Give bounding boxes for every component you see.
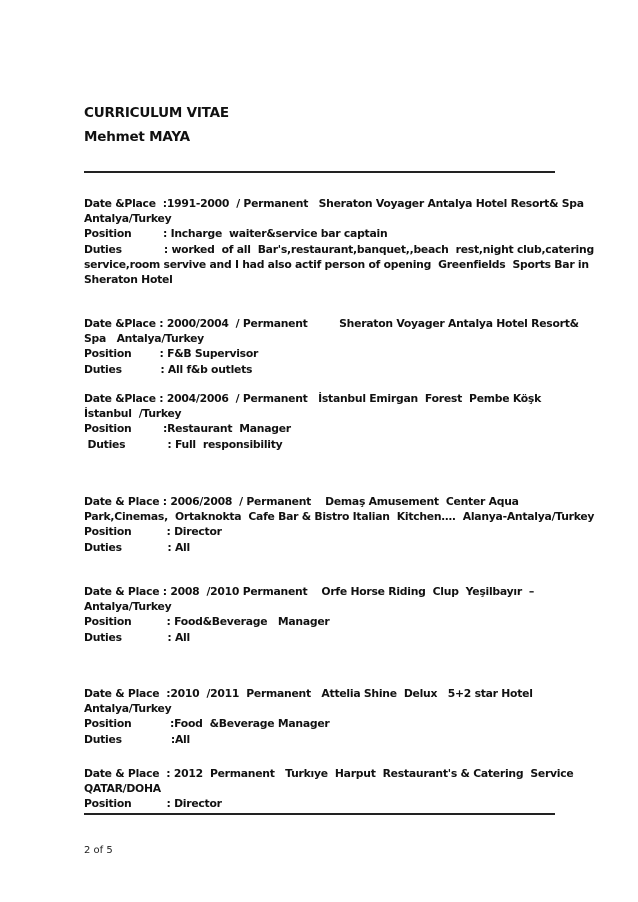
person-name: Mehmet MAYA	[84, 129, 190, 145]
entry-line: Antalya/Turkey	[84, 702, 172, 716]
entry-line: Position : Incharge waiter&service bar captain	[84, 227, 388, 241]
document-title: CURRICULUM VITAE	[84, 105, 229, 121]
page-number: 2 of 5	[84, 845, 113, 856]
entry-line: Sheraton Hotel	[84, 273, 173, 287]
bottom-divider	[84, 813, 555, 815]
entry-line: Position : F&B Supervisor	[84, 347, 259, 361]
job-entry-5	[84, 584, 546, 645]
job-entry-1	[84, 196, 594, 287]
entry-line: Antalya/Turkey	[84, 600, 172, 614]
entry-line: Duties : All	[84, 630, 190, 644]
entry-line: Date & Place :2010 /2011 Permanent Attelia Shine Delux 5+2 star Hotel	[84, 687, 533, 700]
entry-line: service,room servive and I had also actif person of opening Greenfields Sports Bar in	[84, 257, 589, 271]
entry-line: Duties :All	[84, 732, 190, 746]
entry-line: Date &Place : 2004/2006 / Permanent İstanbul Emirgan Forest Pembe Köşk	[84, 392, 542, 405]
entry-line: Position :Food &Beverage Manager	[84, 717, 330, 731]
entry-line: Date & Place : 2006/2008 / Permanent Demaş Amusement Center Aqua	[84, 495, 519, 508]
entry-line: Date & Place : 2008 /2010 Permanent Orfe Horse Riding Clup Yeşilbayır –	[84, 585, 535, 598]
entry-line: QATAR/DOHA	[84, 782, 161, 796]
entry-line: Position : Director	[84, 525, 222, 539]
entry-line: Duties : All f&b outlets	[84, 362, 253, 376]
entry-line: Duties : worked of all Bar's,restaurant,banquet,,beach rest,night club,catering	[84, 242, 594, 256]
entry-line: Position : Food&Beverage Manager	[84, 615, 330, 629]
entry-line: Duties : Full responsibility	[84, 437, 283, 451]
entry-line: Position :Restaurant Manager	[84, 422, 291, 436]
job-entry-6	[84, 686, 546, 747]
entry-line: Date & Place : 2012 Permanent Turkıye Harput Restaurant's & Catering Service	[84, 767, 574, 780]
top-divider	[84, 171, 555, 173]
entry-line: Spa Antalya/Turkey	[84, 332, 204, 346]
entry-line: İstanbul /Turkey	[84, 407, 182, 421]
entry-line: Date &Place :1991-2000 / Permanent Sheraton Voyager Antalya Hotel Resort& Spa	[84, 197, 584, 210]
entry-line: Date &Place : 2000/2004 / Permanent Sheraton Voyager Antalya Hotel Resort&	[84, 317, 579, 330]
entry-line: Position : Director	[84, 797, 222, 811]
job-entry-2	[84, 316, 579, 377]
job-entry-4	[84, 494, 595, 555]
job-entry-3	[84, 391, 546, 452]
entry-line: Park,Cinemas, Ortaknokta Cafe Bar & Bistro Italian Kitchen…. Alanya-Antalya/Turkey	[84, 510, 595, 524]
job-entry-7	[84, 766, 574, 812]
entry-line: Duties : All	[84, 540, 190, 554]
entry-line: Antalya/Turkey	[84, 212, 172, 226]
